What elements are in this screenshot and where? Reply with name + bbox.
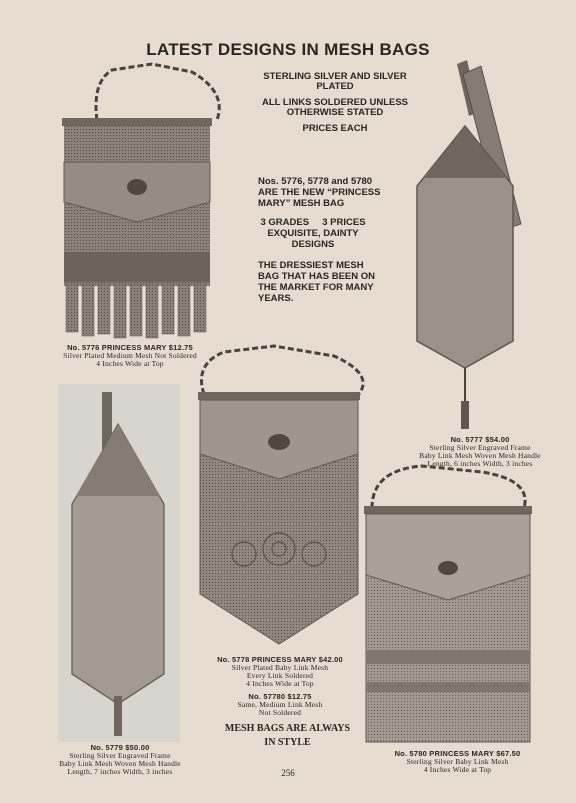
bag-5778-illustration bbox=[184, 344, 374, 656]
promo-line: 3 GRADES 3 PRICES bbox=[260, 217, 366, 228]
caption-line: Length, 7 inches Width, 3 inches bbox=[67, 767, 173, 776]
footer-slogan bbox=[200, 722, 375, 750]
promo-text bbox=[258, 176, 408, 304]
subtitle-line: PLATED bbox=[316, 81, 354, 92]
promo-line: BAG THAT HAS BEEN ON bbox=[258, 271, 375, 282]
caption-title: No. 5780 PRINCESS MARY $67.50 bbox=[394, 749, 521, 758]
caption-line: Not Soldered bbox=[258, 708, 302, 717]
caption-title: No. 5778 PRINCESS MARY $42.00 bbox=[217, 655, 343, 664]
note-line: ALL LINKS SOLDERED UNLESS bbox=[261, 97, 409, 108]
promo-line: THE DRESSIEST MESH bbox=[258, 260, 364, 271]
promo-line: ARE THE NEW “PRINCESS bbox=[258, 187, 381, 198]
caption-line: 4 Inches Wide at Top bbox=[96, 359, 164, 368]
header-info bbox=[240, 72, 430, 134]
promo-line: EXQUISITE, DAINTY bbox=[267, 228, 359, 239]
page-title: LATEST DESIGNS IN MESH BAGS bbox=[146, 40, 430, 59]
caption-line: Silver Plated Baby Link Mesh bbox=[231, 663, 329, 672]
caption-line: Same, Medium Link Mesh bbox=[237, 700, 323, 709]
caption-line: Length, 6 inches Width, 3 inches bbox=[427, 459, 533, 468]
slogan-line: IN STYLE bbox=[264, 737, 311, 748]
page-number: 256 bbox=[281, 768, 295, 778]
bag-5779-photo bbox=[58, 384, 180, 742]
caption-title: No. 5776 PRINCESS MARY $12.75 bbox=[67, 343, 193, 352]
bag-5780-illustration bbox=[352, 460, 544, 748]
promo-line: Nos. 5776, 5778 and 5780 bbox=[258, 176, 373, 187]
caption-line: 4 Inches Wide at Top bbox=[423, 765, 492, 774]
caption-line: Baby Link Mesh Woven Mesh Handle bbox=[59, 759, 181, 768]
caption-title: No. 5777 $54.00 bbox=[450, 435, 510, 444]
prices-each: PRICES EACH bbox=[302, 123, 368, 134]
promo-line: YEARS. bbox=[258, 293, 294, 304]
caption-title: No. 5779 $50.00 bbox=[90, 743, 150, 752]
caption-line: Baby Link Mesh Woven Mesh Handle bbox=[419, 451, 541, 460]
grades-block bbox=[258, 217, 368, 250]
promo-line: THE MARKET FOR MANY bbox=[258, 282, 374, 293]
caption-line: Sterling Silver Engraved Frame bbox=[69, 751, 171, 760]
caption-5778 bbox=[190, 656, 370, 717]
bag-5776-illustration bbox=[52, 62, 222, 344]
note-line: OTHERWISE STATED bbox=[286, 107, 384, 118]
subtitle-line: STERLING SILVER AND SILVER bbox=[263, 71, 407, 82]
caption-line: 4 Inches Wide at Top bbox=[246, 679, 314, 688]
promo-line: MARY” MESH BAG bbox=[258, 198, 345, 209]
bag-5777-illustration bbox=[405, 56, 525, 436]
caption-line: Silver Plated Medium Mesh Not Soldered bbox=[63, 351, 197, 360]
caption-line: Every Link Soldered bbox=[246, 671, 314, 680]
caption-title: No. 57780 $12.75 bbox=[248, 692, 312, 701]
caption-line: Sterling Silver Engraved Frame bbox=[429, 443, 531, 452]
promo-line: DESIGNS bbox=[291, 239, 335, 250]
slogan-line: MESH BAGS ARE ALWAYS bbox=[224, 723, 351, 734]
caption-line: Sterling Silver Baby Link Mesh bbox=[406, 757, 509, 766]
